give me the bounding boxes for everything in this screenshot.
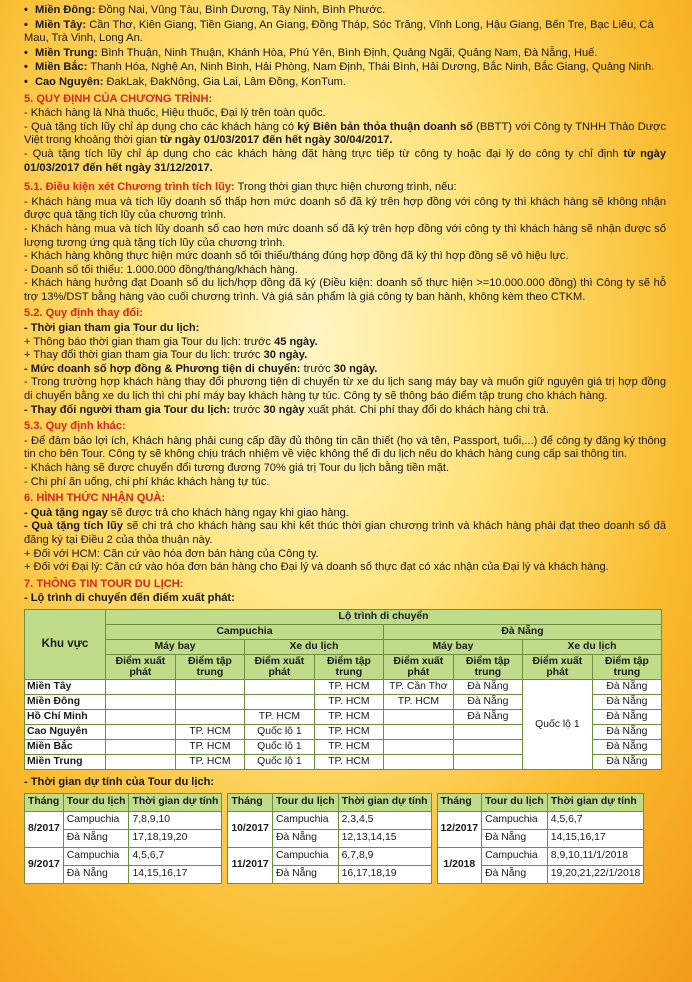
row-label: Cao Nguyên <box>25 724 106 739</box>
cell <box>453 739 522 754</box>
region-name: Miền Trung: <box>35 46 98 59</box>
time-cell: 17,18,19,20 <box>129 829 222 847</box>
text: 30 ngày <box>263 349 305 362</box>
cell: Đà Nẵng <box>592 709 661 724</box>
s51-line: - Khách hàng hưởng đạt Doanh số du lịch/hợp đồng đã ký (Điều kiện: doanh số thực hiện >=10.000.000 đồng) thì Công ty sẽ hỗ trợ 13%/DST bằng hàng vào cuối chương trình. Và giá sản phẩm là giá công ty ban hành, không kèm theo CTKM. <box>24 277 666 303</box>
cell <box>383 724 453 739</box>
tour-cell: Campuchia <box>272 847 338 865</box>
month-cell: 12/2017 <box>437 811 482 847</box>
row-label: Miền Tây <box>25 679 106 694</box>
time-cell: 16,17,18,19 <box>338 865 431 883</box>
row-label: Miền Trung <box>25 754 106 769</box>
text: sẽ chi trả cho khách hàng sau khi kết thúc thời gian chương trình và khách hàng phải đạt theo doanh số đã đăng ký tại Điều 2 của thỏa thuận này. <box>24 520 666 546</box>
region-item <box>24 76 666 90</box>
region-list <box>24 4 666 90</box>
campuchia-header: Campuchia <box>106 624 384 639</box>
region-text: ĐakLak, ĐakNông, Gia Lai, Lâm Đồng, KonTum. <box>103 75 346 88</box>
cell: TP. HCM <box>175 724 244 739</box>
text: - Quà tặng ngay <box>24 506 108 519</box>
cell: Đà Nẵng <box>592 694 661 709</box>
section-53-title: 5.3. Quy định khác: <box>24 420 126 433</box>
tour-cell: Campuchia <box>63 811 129 829</box>
cell: Đà Nẵng <box>453 709 522 724</box>
tour-header: Tour du lịch <box>482 793 548 811</box>
tour-cell: Campuchia <box>482 847 548 865</box>
text: sẽ được trả cho khách hàng ngay khi giao hàng. <box>107 506 349 519</box>
region-item <box>24 4 666 18</box>
text: - Thay đổi người tham gia Tour du lịch: <box>24 403 231 416</box>
diem-xp-header: Điểm xuất phát <box>106 654 176 679</box>
text: ký Biên bản thỏa thuận doanh số <box>297 120 473 133</box>
month-header: Tháng <box>437 793 482 811</box>
tour-tables <box>24 793 666 884</box>
tour-cell: Đà Nẵng <box>63 865 129 883</box>
row-label: Miền Đông <box>25 694 106 709</box>
s6-line: + Đối với HCM: Căn cứ vào hóa đơn bán hàng của Công ty. <box>24 547 319 560</box>
time-cell: 4,5,6,7 <box>547 811 644 829</box>
text: 30 ngày <box>263 403 305 416</box>
cell <box>175 694 244 709</box>
khu-vuc-header: Khu vực <box>25 609 106 679</box>
cell <box>453 724 522 739</box>
row-label: Miền Bắc <box>25 739 106 754</box>
section-52-title: 5.2. Quy định thay đổi: <box>24 307 143 320</box>
tour-cell: Campuchia <box>272 811 338 829</box>
cell <box>244 679 314 694</box>
cell <box>383 754 453 769</box>
tour-cell: Đà Nẵng <box>272 865 338 883</box>
s6-line: + Đối với Đại lý: Căn cứ vào hóa đơn bán hàng cho Đại lý và doanh số thực đạt có xác nhận của Đại lý và khách hàng. <box>24 561 609 574</box>
lo-trinh-header: Lộ trình di chuyển <box>106 609 662 624</box>
text: (BBTT) với Công ty TNHH Thảo Dược Việt trong khoảng thời gian <box>24 120 666 147</box>
s6-line <box>24 507 666 521</box>
text: + Thông báo thời gian tham gia Tour du lịch: trước <box>24 335 275 348</box>
time-cell: 12,13,14,15 <box>338 829 431 847</box>
section-7-title: 7. THÔNG TIN TOUR DU LỊCH: <box>24 577 184 590</box>
cell: Quốc lộ 1 <box>244 724 314 739</box>
may-bay-header: Máy bay <box>106 639 245 654</box>
cell <box>106 694 176 709</box>
time-cell: 14,15,16,17 <box>547 829 644 847</box>
route-table <box>24 609 662 770</box>
diem-tt-header: Điểm tập trung <box>592 654 661 679</box>
time-header: Thời gian dự tính <box>547 793 644 811</box>
text: - Quà tặng tích lũy chỉ áp dụng cho các khách hàng có <box>24 120 298 133</box>
tour-cell: Đà Nẵng <box>63 829 129 847</box>
cell: TP. HCM <box>314 709 383 724</box>
s51-line: - Khách hàng không thực hiện mức doanh số tối thiểu/tháng đúng hợp đồng đã ký thì hợp đồng sẽ vô hiệu lực. <box>24 250 569 263</box>
time-cell: 8,9,10,11/1/2018 <box>547 847 644 865</box>
cell: Đà Nẵng <box>592 754 661 769</box>
tour-table <box>437 793 645 884</box>
diem-tt-header: Điểm tập trung <box>175 654 244 679</box>
cell: Quốc lộ 1 <box>244 754 314 769</box>
region-name: Cao Nguyên: <box>35 75 104 88</box>
table-row <box>25 847 222 865</box>
bullet-icon: • <box>24 61 28 74</box>
cell: Đà Nẵng <box>592 739 661 754</box>
s52-line: + Thay đổi thời gian tham gia Tour du lịch: trước 30 ngày. <box>24 349 308 362</box>
text: + Thay đổi thời gian tham gia Tour du lịch: trước <box>24 349 264 362</box>
cell <box>453 754 522 769</box>
cell <box>106 724 176 739</box>
s52-line <box>24 404 666 418</box>
cell: Quốc lộ 1 <box>244 739 314 754</box>
month-cell: 1/2018 <box>437 847 482 883</box>
text: - Mức doanh số hợp đồng & Phương tiện di chuyển: <box>24 362 301 375</box>
cell: TP. Cần Thơ <box>383 679 453 694</box>
text: trước <box>300 362 334 375</box>
text: - Quà tặng tích lũy <box>24 520 124 533</box>
bullet-icon: • <box>24 46 28 59</box>
time-cell: 6,7,8,9 <box>338 847 431 865</box>
region-item <box>24 61 666 75</box>
cell <box>383 739 453 754</box>
cell: TP. HCM <box>314 739 383 754</box>
region-item <box>24 47 666 61</box>
s51-line: - Doanh số tối thiểu: 1.000.000 đồng/tháng/khách hàng. <box>24 263 298 276</box>
time-cell: 19,20,21,22/1/2018 <box>547 865 644 883</box>
cell: TP. HCM <box>314 694 383 709</box>
region-text: Đồng Nai, Vũng Tàu, Bình Dương, Tây Ninh, Bình Phước. <box>95 4 386 16</box>
time-cell: 4,5,6,7 <box>129 847 222 865</box>
tour-cell: Đà Nẵng <box>482 829 548 847</box>
cell <box>106 754 176 769</box>
cell: TP. HCM <box>175 739 244 754</box>
time-header: Thời gian dự tính <box>338 793 431 811</box>
table-row <box>228 847 431 865</box>
text: - Quà tặng tích lũy chỉ áp dụng cho các khách hàng đặt hàng trực tiếp từ công ty hoặc đại lý do công ty chỉ định <box>24 147 624 160</box>
table-row <box>437 847 644 865</box>
cell: TP. HCM <box>314 724 383 739</box>
region-name: Miền Tây: <box>35 18 87 31</box>
tour-cell: Đà Nẵng <box>272 829 338 847</box>
section-6-title: 6. HÌNH THỨC NHẬN QUÀ: <box>24 492 166 505</box>
text: xuất phát. Chi phí thay đổi do khách hàng chi trả. <box>304 403 549 416</box>
s51-heading <box>24 181 666 195</box>
s53-line: - Chi phí ăn uống, chi phí khác khách hàng tự túc. <box>24 475 270 488</box>
cell <box>244 694 314 709</box>
bullet-icon: • <box>24 4 28 16</box>
s52-line: - Trong trường hợp khách hàng thay đổi phương tiện di chuyển từ xe du lịch sang máy bay và muốn giữ nguyên giá trị hợp đồng di chuyển bằng xe du lịch thì chi phí máy bay khách hàng tự túc. Công ty sẽ thông báo điểm tập trung cho khách hàng. <box>24 376 666 403</box>
cell: TP. HCM <box>314 679 383 694</box>
table-row <box>437 811 644 829</box>
tour-cell: Campuchia <box>482 811 548 829</box>
cell: TP. HCM <box>175 754 244 769</box>
time-cell: 2,3,4,5 <box>338 811 431 829</box>
s5-line: - Khách hàng là Nhà thuốc, Hiệu thuốc, Đại lý trên toàn quốc. <box>24 107 326 120</box>
s52-line: + Thông báo thời gian tham gia Tour du lịch: trước 45 ngày. <box>24 335 318 348</box>
diem-tt-header: Điểm tập trung <box>453 654 522 679</box>
s53-line: - Khách hàng sẽ được chuyển đổi tương đương 70% giá trị Tour du lịch bằng tiền mặt. <box>24 462 450 474</box>
month-header: Tháng <box>25 793 64 811</box>
text: từ ngày 01/03/2017 đến hết ngày 31/12/2017. <box>24 147 666 174</box>
text: 30 ngày <box>333 362 375 375</box>
cell <box>175 709 244 724</box>
text: trước <box>230 403 264 416</box>
region-item <box>24 19 666 46</box>
xe-header: Xe du lịch <box>244 639 383 654</box>
tour-header: Tour du lịch <box>272 793 338 811</box>
s6-line <box>24 520 666 547</box>
s51-line: - Khách hàng mua và tích lũy doanh số thấp hơn mức doanh số đã ký trên hợp đồng với công ty thì khách hàng sẽ không nhận được quà tặng tích lũy của chương trình. <box>24 195 666 222</box>
may-bay-header: Máy bay <box>383 639 522 654</box>
time-header: Thời gian dự tính <box>129 793 222 811</box>
month-cell: 9/2017 <box>25 847 64 883</box>
month-cell: 11/2017 <box>228 847 273 883</box>
region-text: Thanh Hóa, Nghệ An, Ninh Bình, Hải Phòng, Nam Định, Thái Bình, Hải Dương, Bắc Ninh, Bắc Giang, Quảng Ninh. <box>87 61 655 74</box>
cell <box>175 679 244 694</box>
row-label: Hồ Chí Minh <box>25 709 106 724</box>
tour-table <box>227 793 431 884</box>
tour-cell: Campuchia <box>63 847 129 865</box>
text: từ ngày 01/03/2017 đến hết ngày 30/04/2017. <box>159 134 393 147</box>
table-row <box>25 811 222 829</box>
region-text: Bình Thuận, Ninh Thuận, Khánh Hòa, Phú Yên, Bình Định, Quảng Ngãi, Quảng Nam, Đà Nẵng, Huế. <box>97 46 598 59</box>
danang-header: Đà Nẵng <box>383 624 661 639</box>
time-cell: 7,8,9,10 <box>129 811 222 829</box>
s51-line: - Khách hàng mua và tích lũy doanh số cao hơn mức doanh số đã ký trên hợp đồng với công ty thì khách hàng sẽ nhận được số lượng tương ứng quà tặng tích lũy của chương trình. <box>24 222 666 249</box>
diem-xp-header: Điểm xuất phát <box>383 654 453 679</box>
s52-line: - Mức doanh số hợp đồng & Phương tiện di chuyển: trước 30 ngày. <box>24 362 378 375</box>
cell: Đà Nẵng <box>453 679 522 694</box>
time-cell: 14,15,16,17 <box>129 865 222 883</box>
cell <box>106 679 176 694</box>
month-cell: 8/2017 <box>25 811 64 847</box>
cell <box>106 739 176 754</box>
cell: TP. HCM <box>314 754 383 769</box>
table-row <box>228 811 431 829</box>
bullet-icon: • <box>24 18 28 31</box>
s5-line <box>24 121 666 148</box>
diem-xp-header: Điểm xuất phát <box>522 654 592 679</box>
s51-intro: Trong thời gian thực hiện chương trình, nếu: <box>234 181 457 194</box>
route-subtitle: - Lộ trình di chuyển đến điểm xuất phát: <box>24 592 235 605</box>
cell: TP. HCM <box>244 709 314 724</box>
s53-line: - Để đảm bảo lợi ích, Khách hàng phải cung cấp đầy đủ thông tin cần thiết (họ và tên, Passport, tuổi,...) để công ty đăng ký thông tin cho bên Tour. Công ty sẽ không chịu trách nhiệm về việc không thể đi du lịch nếu do khách hàng cung cấp sai thông tin. <box>24 434 666 461</box>
diem-tt-header: Điểm tập trung <box>314 654 383 679</box>
document-page <box>24 4 666 884</box>
cell: Đà Nẵng <box>592 724 661 739</box>
region-name: Miền Đông: <box>35 4 96 16</box>
tour-cell: Đà Nẵng <box>482 865 548 883</box>
tour-time-subtitle: - Thời gian dự tính của Tour du lịch: <box>24 775 215 788</box>
s52-line: - Thời gian tham gia Tour du lịch: <box>24 322 200 335</box>
section-51-title: 5.1. Điều kiện xét Chương trình tích lũy: <box>24 181 235 194</box>
month-header: Tháng <box>228 793 273 811</box>
tour-table <box>24 793 222 884</box>
section-5-title: 5. QUY ĐỊNH CỦA CHƯƠNG TRÌNH: <box>24 92 213 105</box>
cell: TP. HCM <box>383 694 453 709</box>
cell <box>106 709 176 724</box>
merged-cell: Quốc lộ 1 <box>522 679 592 769</box>
bullet-icon: • <box>24 75 28 88</box>
region-text: Cần Thơ, Kiên Giang, Tiền Giang, An Giang, Đồng Tháp, Sóc Trăng, Vĩnh Long, Hậu Giang, Bến Tre, Bạc Liêu, Cà Mau, Trà Vinh, Long An. <box>24 18 654 45</box>
cell: Đà Nẵng <box>592 679 661 694</box>
tour-header: Tour du lịch <box>63 793 129 811</box>
cell: Đà Nẵng <box>453 694 522 709</box>
xe-header: Xe du lịch <box>522 639 661 654</box>
table-row <box>25 679 662 694</box>
month-cell: 10/2017 <box>228 811 273 847</box>
s5-line <box>24 148 666 175</box>
cell <box>383 709 453 724</box>
region-name: Miền Bắc: <box>35 61 88 74</box>
text: 45 ngày <box>274 335 315 348</box>
diem-xp-header: Điểm xuất phát <box>244 654 314 679</box>
